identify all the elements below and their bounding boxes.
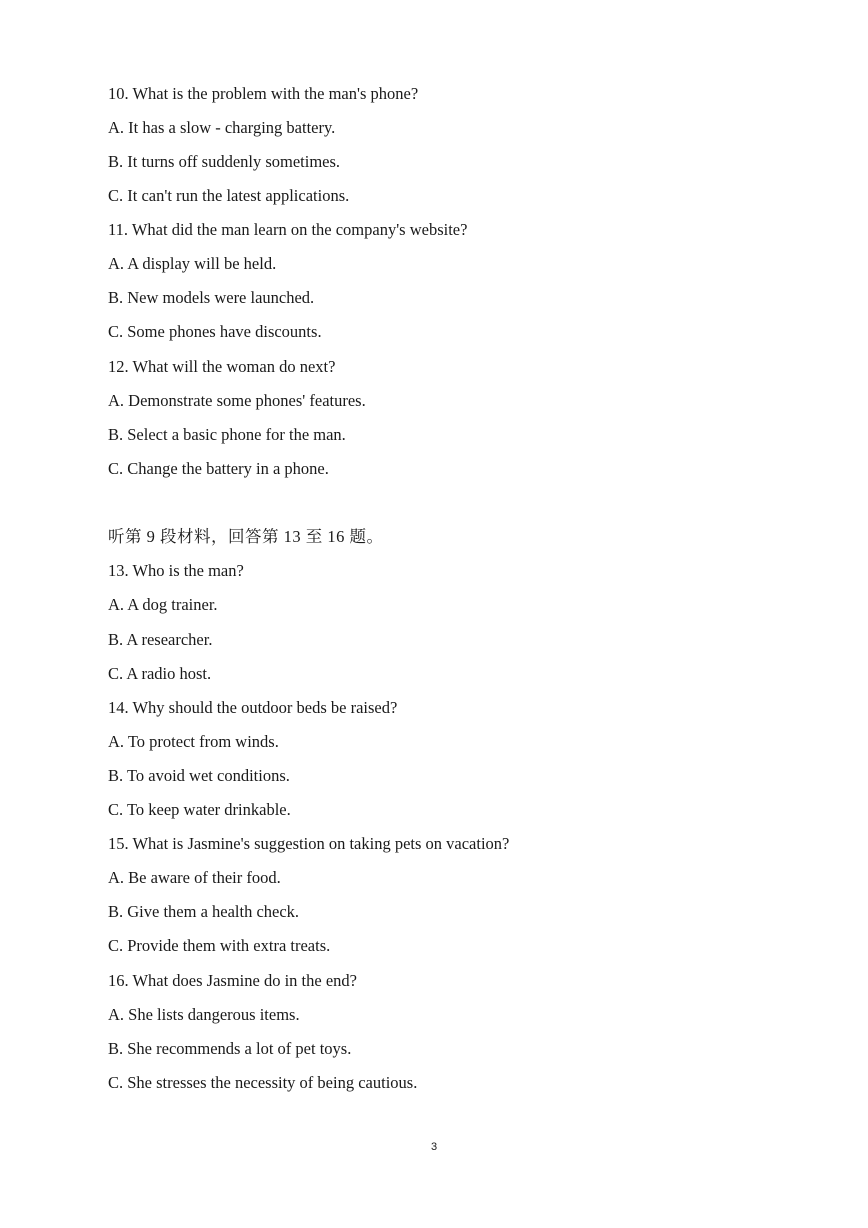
- question-13-option-c: C. A radio host.: [108, 664, 212, 683]
- question-11-option-a: A. A display will be held.: [108, 254, 277, 273]
- question-11-stem: 11. What did the man learn on the company's website?: [108, 220, 468, 239]
- question-13-option-a: A. A dog trainer.: [108, 595, 218, 614]
- question-10-stem: 10. What is the problem with the man's phone?: [108, 84, 419, 103]
- page-number: 3: [430, 1141, 438, 1153]
- section-heading: 听第 9 段材料，回答第 13 至 16 题。: [108, 527, 384, 546]
- question-10-option-c: C. It can't run the latest applications.: [108, 186, 350, 205]
- question-13-stem: 13. Who is the man?: [108, 561, 244, 580]
- question-16-option-c: C. She stresses the necessity of being cautious.: [108, 1073, 418, 1092]
- question-16-stem: 16. What does Jasmine do in the end?: [108, 971, 357, 990]
- question-14-option-c: C. To keep water drinkable.: [108, 800, 291, 819]
- question-16-option-b: B. She recommends a lot of pet toys.: [108, 1039, 352, 1058]
- question-10-option-b: B. It turns off suddenly sometimes.: [108, 152, 341, 171]
- question-15-stem: 15. What is Jasmine's suggestion on taking pets on vacation?: [108, 834, 510, 853]
- question-12-option-c: C. Change the battery in a phone.: [108, 459, 329, 478]
- question-12-stem: 12. What will the woman do next?: [108, 357, 336, 376]
- question-13-option-b: B. A researcher.: [108, 630, 213, 649]
- question-11-option-c: C. Some phones have discounts.: [108, 322, 322, 341]
- question-14-option-b: B. To avoid wet conditions.: [108, 766, 290, 785]
- question-16-option-a: A. She lists dangerous items.: [108, 1005, 300, 1024]
- question-15-option-a: A. Be aware of their food.: [108, 868, 281, 887]
- question-12-option-b: B. Select a basic phone for the man.: [108, 425, 346, 444]
- question-14-stem: 14. Why should the outdoor beds be raised?: [108, 698, 398, 717]
- question-11-option-b: B. New models were launched.: [108, 288, 315, 307]
- question-10-option-a: A. It has a slow - charging battery.: [108, 118, 336, 137]
- question-12-option-a: A. Demonstrate some phones' features.: [108, 391, 366, 410]
- question-14-option-a: A. To protect from winds.: [108, 732, 279, 751]
- question-15-option-c: C. Provide them with extra treats.: [108, 936, 331, 955]
- question-15-option-b: B. Give them a health check.: [108, 902, 300, 921]
